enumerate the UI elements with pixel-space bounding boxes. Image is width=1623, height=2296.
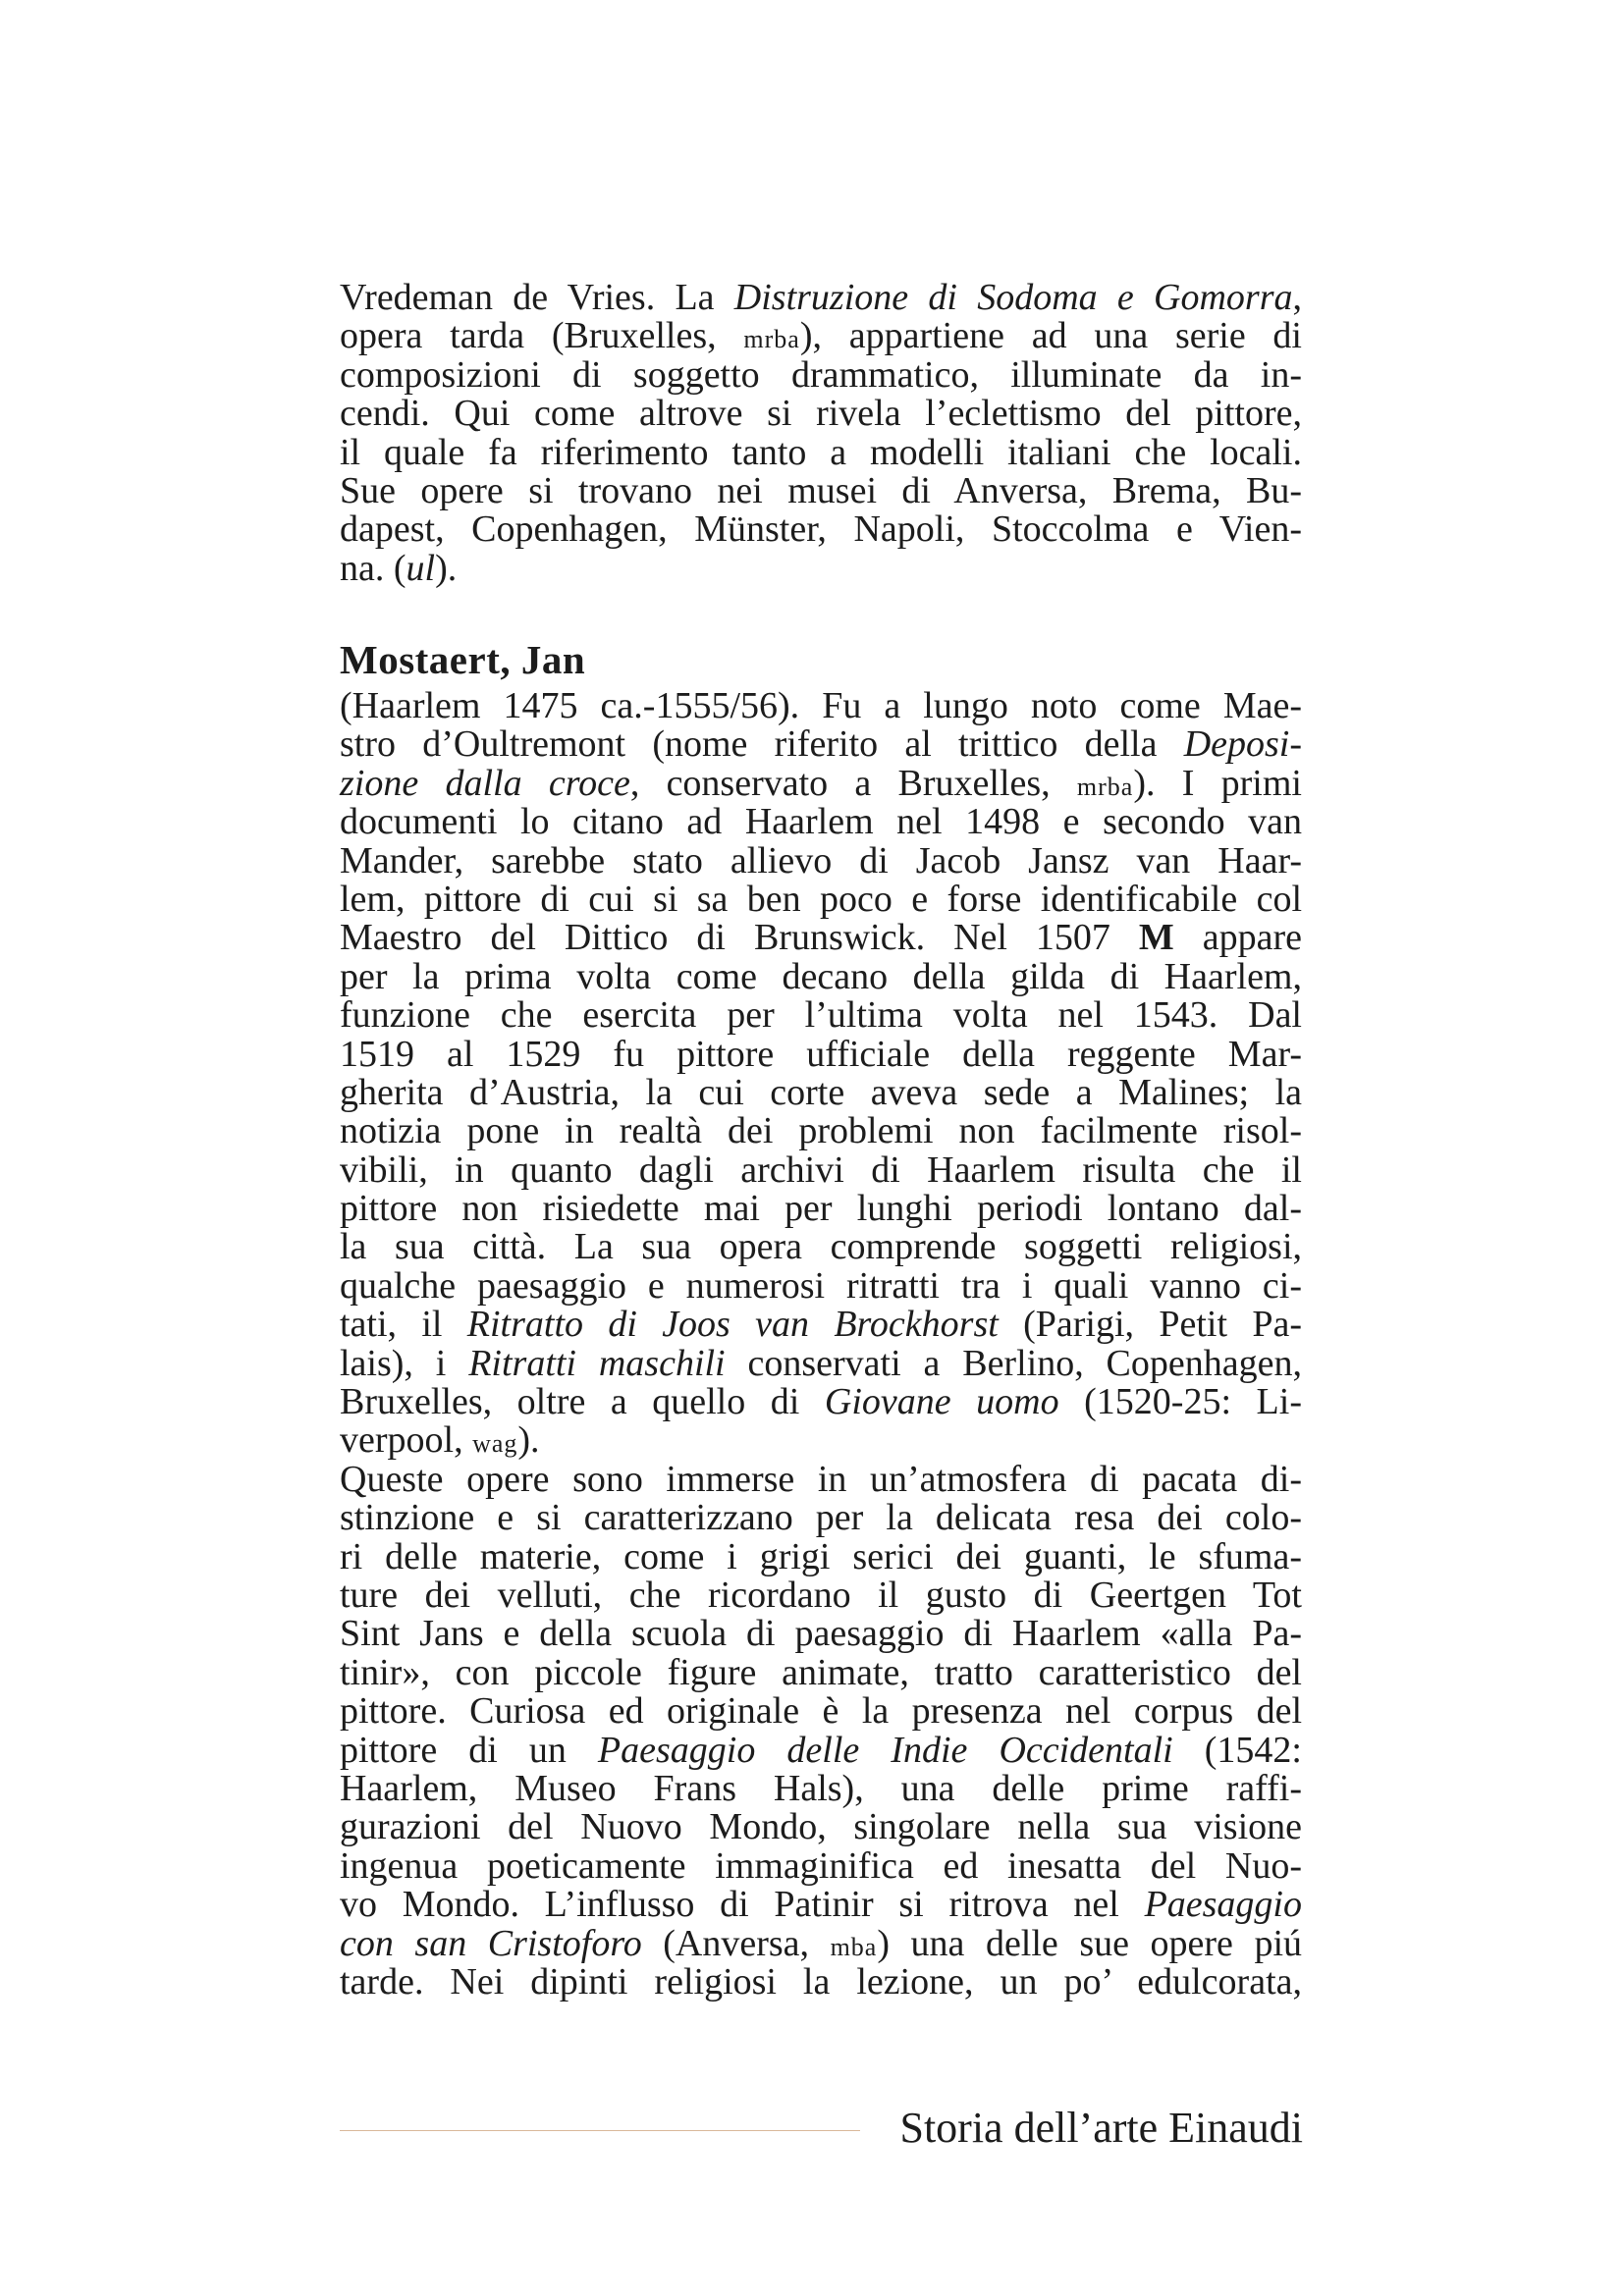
text-line: ingenua poeticamente immaginifica ed inesatta del Nuo-: [340, 1844, 1302, 1887]
text-line: qualche paesaggio e numerosi ritratti tra i quali vanno ci-: [340, 1264, 1302, 1307]
text-line: documenti lo citano ad Haarlem nel 1498 e secondo van: [340, 801, 1302, 843]
entry-continuation: [340, 279, 1302, 588]
artwork-title: zione dalla croce: [340, 762, 630, 804]
text-line: gherita d’Austria, la cui corte aveva sede a Malines; la: [340, 1071, 1302, 1113]
footer-rule: [340, 2130, 860, 2131]
text-line: Sue opere si trovano nei musei di Anversa, Brema, Bu-: [340, 469, 1302, 511]
text-line: Sint Jans e della scuola di paesaggio di Haarlem «alla Pa-: [340, 1613, 1302, 1655]
museum-abbreviation: mrba: [1076, 772, 1134, 801]
text-line: stinzione e si caratterizzano per la delicata resa dei colo-: [340, 1497, 1302, 1539]
text-line: na. (ul).: [340, 547, 458, 589]
artwork-title: Ritratti maschili: [468, 1342, 726, 1384]
text-line: lem, pittore di cui si sa ben poco e forse identificabile col: [340, 878, 1302, 920]
author-initials: ul: [406, 547, 436, 589]
text-line: vo Mondo. L’influsso di Patinir si ritrova nel Paesaggio: [340, 1884, 1302, 1926]
artwork-title: con san Cristoforo: [340, 1922, 642, 1964]
text-line: stro d’Oultremont (nome riferito al trittico della Deposi-: [340, 723, 1302, 766]
text-line: verpool, wag).: [340, 1419, 540, 1462]
artwork-title: Giovane uomo: [824, 1381, 1059, 1423]
text-line: opera tarda (Bruxelles, mrba), appartiene ad una serie di: [340, 315, 1302, 357]
text-line: per la prima volta come decano della gilda di Haarlem,: [340, 955, 1302, 997]
text-line: la sua città. La sua opera comprende soggetti religiosi,: [340, 1226, 1302, 1268]
text-line: Bruxelles, oltre a quello di Giovane uomo (1520-25: Li-: [340, 1381, 1302, 1423]
text-line: (Haarlem 1475 ca.-1555/56). Fu a lungo noto come Mae-: [340, 685, 1302, 726]
entry-heading: Mostaert, Jan: [340, 637, 586, 682]
artwork-title: Paesaggio delle Indie Occidentali: [597, 1729, 1173, 1771]
text-line: Haarlem, Museo Frans Hals), una delle prime raffi-: [340, 1767, 1302, 1809]
text-line: Maestro del Dittico di Brunswick. Nel 1507 M appare: [340, 917, 1302, 959]
entry-body: [340, 687, 1302, 2002]
museum-abbreviation: mba: [830, 1932, 878, 1961]
text-line: lais), i Ritratti maschili conservati a Berlino, Copenhagen,: [340, 1342, 1303, 1384]
entry-initial: M: [1138, 917, 1174, 959]
text-line: con san Cristoforo (Anversa, mba) una delle sue opere piú: [340, 1922, 1303, 1964]
text-line: pittore di un Paesaggio delle Indie Occidentali (1542:: [340, 1729, 1302, 1771]
text-line: pittore non risiedette mai per lunghi periodi lontano dal-: [340, 1188, 1302, 1230]
text-line: ture dei velluti, che ricordano il gusto di Geertgen Tot: [340, 1574, 1302, 1616]
text-line: tarde. Nei dipinti religiosi la lezione, un po’ edulcorata,: [340, 1960, 1302, 2002]
text-line: zione dalla croce, conservato a Bruxelles, mrba). I primi: [340, 762, 1302, 804]
artwork-title: Paesaggio: [1144, 1884, 1302, 1926]
museum-abbreviation: wag: [472, 1429, 518, 1459]
text-line: pittore. Curiosa ed originale è la presenza nel corpus del: [340, 1690, 1302, 1733]
text-line: 1519 al 1529 fu pittore ufficiale della reggente Mar-: [340, 1033, 1302, 1075]
artwork-title: Deposi-: [1183, 723, 1302, 766]
text-line: notizia pone in realtà dei problemi non facilmente risol-: [340, 1110, 1302, 1152]
text-line: dapest, Copenhagen, Münster, Napoli, Stoccolma e Vien-: [340, 508, 1302, 551]
text-line: composizioni di soggetto drammatico, illuminate da in-: [340, 353, 1302, 396]
text-line: tinir», con piccole figure animate, tratto caratteristico del: [340, 1651, 1302, 1693]
artwork-title: Ritratto di Joos van Brockhorst: [466, 1304, 999, 1346]
footer-publication-title: Storia dell’arte Einaudi: [899, 2104, 1303, 2152]
text-line: Mander, sarebbe stato allievo di Jacob Jansz van Haar-: [340, 839, 1302, 881]
text-line: tati, il Ritratto di Joos van Brockhorst (Parigi, Petit Pa-: [340, 1304, 1302, 1346]
text-line: gurazioni del Nuovo Mondo, singolare nella sua visione: [340, 1806, 1302, 1848]
text-line: ri delle materie, come i grigi serici dei guanti, le sfuma-: [340, 1535, 1302, 1577]
text-line: vibili, in quanto dagli archivi di Haarlem risulta che il: [340, 1148, 1302, 1191]
text-line: il quale fa riferimento tanto a modelli italiani che locali.: [340, 431, 1302, 473]
text-line: Vredeman de Vries. La Distruzione di Sodoma e Gomorra,: [340, 277, 1302, 318]
artwork-title: Distruzione di Sodoma e Gomorra: [733, 277, 1293, 318]
museum-abbreviation: mrba: [743, 325, 800, 354]
text-line: cendi. Qui come altrove si rivela l’eclettismo del pittore,: [340, 393, 1302, 435]
text-line: funzione che esercita per l’ultima volta nel 1543. Dal: [340, 994, 1302, 1037]
text-line: Queste opere sono immerse in un’atmosfera di pacata di-: [340, 1458, 1302, 1500]
